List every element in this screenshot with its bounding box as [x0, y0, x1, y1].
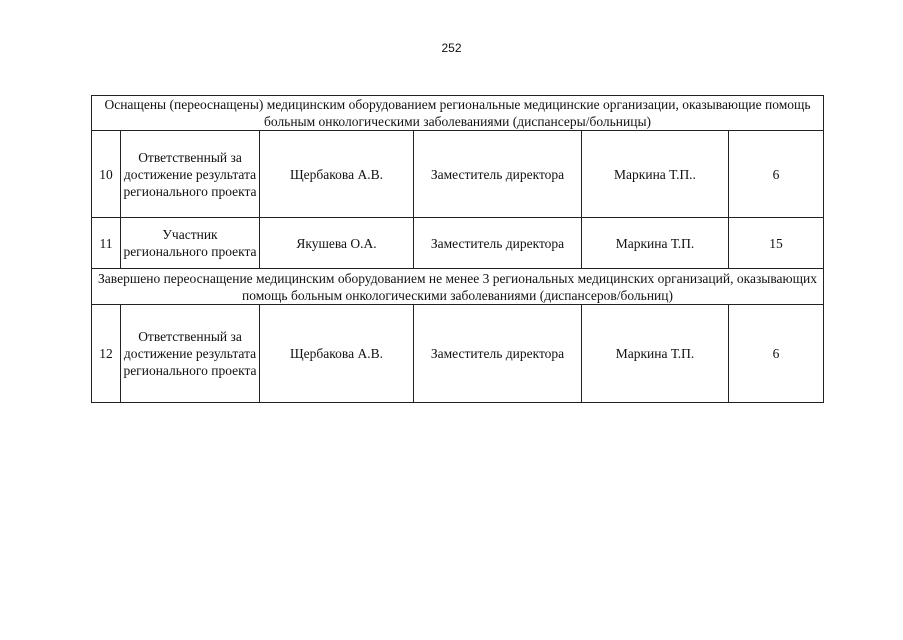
section-header-row	[92, 269, 824, 305]
row-number: 10	[92, 131, 121, 218]
supervisor-cell: Маркина Т.П..	[582, 131, 729, 218]
position-cell: Заместитель директора	[414, 218, 582, 269]
position-cell: Заместитель директора	[414, 305, 582, 403]
table-row	[92, 305, 824, 403]
name-cell: Якушева О.А.	[260, 218, 414, 269]
row-number: 12	[92, 305, 121, 403]
value-cell: 6	[729, 305, 824, 403]
name-cell: Щербакова А.В.	[260, 131, 414, 218]
value-cell: 6	[729, 131, 824, 218]
row-number: 11	[92, 218, 121, 269]
role-cell: Ответственный за достижение результата регионального проекта	[121, 131, 260, 218]
role-cell: Участник регионального проекта	[121, 218, 260, 269]
section-title: Завершено переоснащение медицинским оборудованием не менее 3 региональных медицинских организаций, оказывающих помощь больным онкологическими заболеваниями (диспансеров/больниц)	[92, 269, 824, 305]
section-header-row	[92, 96, 824, 131]
table-row	[92, 218, 824, 269]
supervisor-cell: Маркина Т.П.	[582, 305, 729, 403]
table-row	[92, 131, 824, 218]
responsibility-table	[91, 95, 824, 403]
name-cell: Щербакова А.В.	[260, 305, 414, 403]
value-cell: 15	[729, 218, 824, 269]
section-title: Оснащены (переоснащены) медицинским оборудованием региональные медицинские организации, оказывающие помощь больным онкологическими заболеваниями (диспансеры/больницы)	[92, 96, 824, 131]
role-cell: Ответственный за достижение результата регионального проекта	[121, 305, 260, 403]
page-number: 252	[441, 41, 462, 55]
position-cell: Заместитель директора	[414, 131, 582, 218]
supervisor-cell: Маркина Т.П.	[582, 218, 729, 269]
